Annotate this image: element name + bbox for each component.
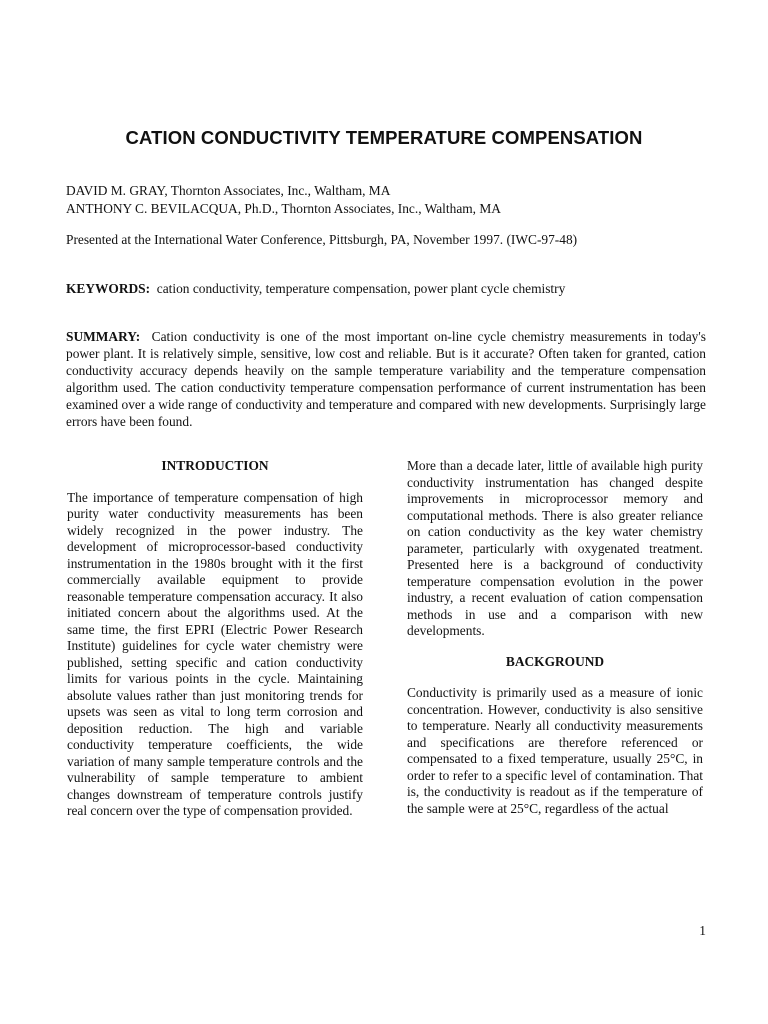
left-column (67, 458, 363, 820)
presentation-note: Presented at the International Water Conference, Pittsburgh, PA, November 1997. (IWC-97-48) (66, 232, 578, 247)
author-list (66, 182, 706, 218)
background-paragraph: Conductivity is primarily used as a measure of ionic concentration. However, conductivity is also sensitive to temperature. Nearly all conductivity measurements and specifications are therefore referenced or compensated to a fixed temperature, usually 25°C, in order to refer to a specific level of contamination. That is, the conductivity is readout as if the temperature of the sample were at 25°C, regardless of the actual (407, 685, 703, 816)
introduction-paragraph: The importance of temperature compensation of high purity water conductivity measurements has been widely recognized in the power industry. The development of microprocessor-based conductivity instrumentation in the 1980s brought with it the first commercially available equipment to provide reasonable temperature compensation accuracy. It also initiated concern about the algorithms used. At the same time, the first EPRI (Electric Power Research Institute) guidelines for cycle water chemistry were published, setting specific and cation conductivity limits for various points in the cycle. Maintaining absolute values rather than just monitoring trends for upsets was seen as vital to long term corrosion and deposition reduction. The high and variable conductivity temperature coefficients, the wide variation of many sample temperature controls and the vulnerability of sample temperature to ambient changes downstream of temperature controls justify real concern over the type of compensation provided. (67, 489, 363, 818)
introduction-continuation-paragraph: More than a decade later, little of available high purity conductivity instrumentation has changed despite improvements in microprocessor memory and computational methods. There is also greater reliance on cation conductivity as the key water chemistry parameter, particularly with oxygenated treatment. Presented here is a background of conductivity temperature compensation evolution in the power industry, a recent evaluation of cation compensation methods in use and a comparison with new developments. (407, 458, 703, 638)
right-column (407, 458, 703, 817)
author-line: ANTHONY C. BEVILACQUA, Ph.D., Thornton Associates, Inc., Waltham, MA (66, 201, 501, 216)
summary-label: SUMMARY: (66, 329, 141, 344)
page-number: 1 (699, 923, 706, 938)
author-line: DAVID M. GRAY, Thornton Associates, Inc., Waltham, MA (66, 183, 391, 198)
keywords-label: KEYWORDS: (66, 281, 151, 296)
section-heading-background: BACKGROUND (505, 653, 605, 669)
summary-text: Cation conductivity is one of the most important on-line cycle chemistry measurements in today's power plant. It is relatively simple, sensitive, low cost and reliable. But is it accurate? Often taken for granted, cation conductivity accuracy depends heavily on the sample temperature variability and the temperature compensation algorithm used. The cation conductivity temperature compensation performance of current instrumentation has been examined over a wide range of conductivity and temperature and compared with new developments. Surprisingly large errors have been found. (66, 329, 707, 429)
section-heading-introduction: INTRODUCTION (161, 458, 269, 473)
keywords-line (66, 280, 706, 298)
summary-paragraph (66, 329, 706, 430)
keywords-text: cation conductivity, temperature compensation, power plant cycle chemistry (156, 281, 566, 296)
paper-title: CATION CONDUCTIVITY TEMPERATURE COMPENSATION (125, 127, 643, 148)
